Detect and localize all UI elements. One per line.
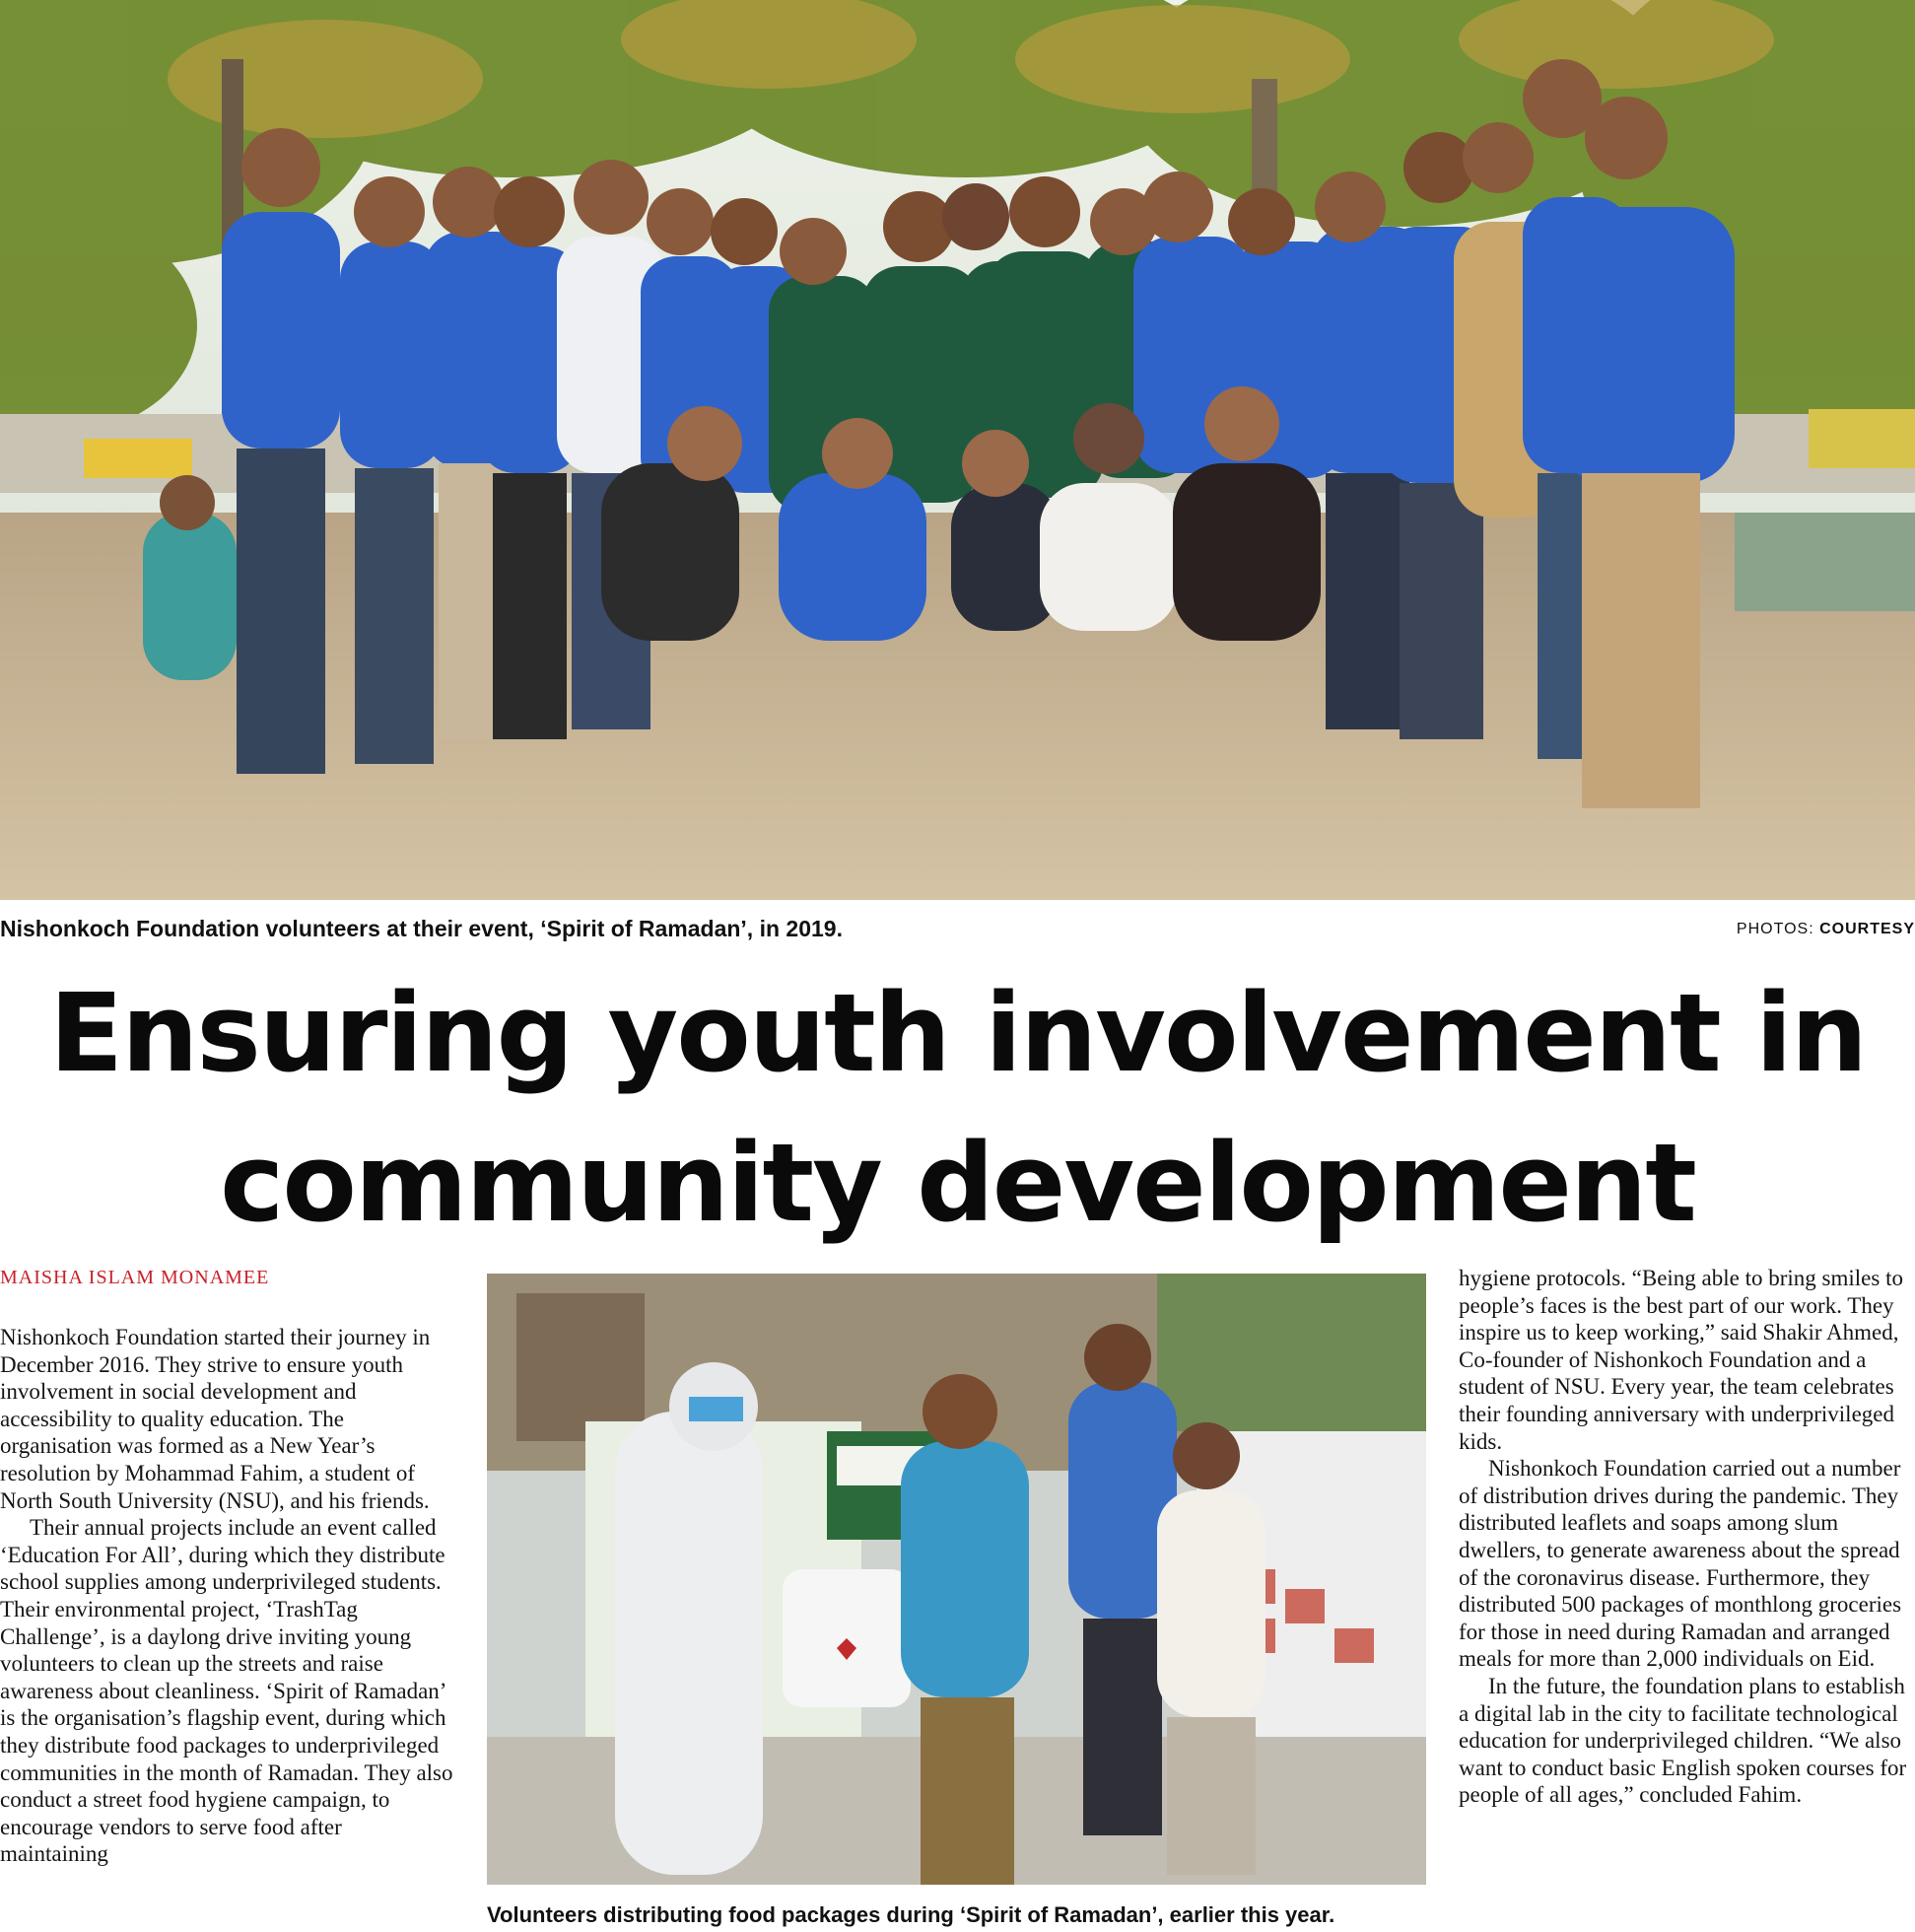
author-byline: MAISHA ISLAM MONAMEE — [0, 1267, 270, 1288]
article-paragraph: hygiene protocols. “Being able to bring smiles to people’s faces is the best part of our work. They inspire us to keep working,” said Shakir Ahmed, Co-founder of Nishonkoch Foundation and a student of NSU. Every year, the team celebrates their founding anniversary with underprivileged kids. — [1459, 1266, 1903, 1454]
photo-credit-prefix: PHOTOS: — [1736, 921, 1814, 937]
photo-credit — [1737, 921, 1915, 938]
article-paragraph: In the future, the foundation plans to establish a digital lab in the city to facilitate technological education for underprivileged children. “We also want to conduct basic English spoken courses for people of all ages,” concluded Fahim. — [1459, 1673, 1907, 1808]
top-photo-caption: Nishonkoch Foundation volunteers at their event, ‘Spirit of Ramadan’, in 2019. — [0, 916, 843, 941]
headline-line-1: Ensuring youth involvement in — [48, 970, 1867, 1096]
article-paragraph: Nishonkoch Foundation carried out a number of distribution drives during the pandemic. They distributed leaflets and soaps among slum dwellers, to generate awareness about the spread of the coronavirus disease. Furthermore, they distributed 500 packages of monthlong groceries for those in need during Ramadan and arranged meals for more than 2,000 individuals on Eid. — [1459, 1456, 1902, 1672]
mid-photo-caption: Volunteers distributing food packages during ‘Spirit of Ramadan’, earlier this year. — [487, 1902, 1335, 1927]
page-title — [0, 958, 1915, 1258]
photo-credit-name: COURTESY — [1819, 921, 1915, 937]
article-paragraph: Nishonkoch Foundation started their journey in December 2016. They strive to ensure youth involvement in social development and accessibility to quality education. The organisation was formed as a New Year’s resolution by Mohammad Fahim, a student of North South University (NSU), and his friends. — [0, 1325, 431, 1513]
volunteers-group-photo — [0, 0, 1915, 900]
food-distribution-photo — [487, 1274, 1426, 1885]
headline-line-2: community development — [220, 1120, 1695, 1246]
article-column-left — [0, 1324, 455, 1868]
article-paragraph: Their annual projects include an event called ‘Education For All’, during which they distribute school supplies among underprivileged students. Their environmental project, ‘TrashTag Challenge’, is a daylong drive inviting young volunteers to clean up the streets and raise awareness about cleanliness. ‘Spirit of Ramadan’ is the organisation’s flagship event, during which they distribute food packages to underprivileged communities in the month of Ramadan. They also conduct a street food hygiene campaign, to encourage vendors to serve food after maintaining — [0, 1515, 453, 1867]
article-column-right — [1459, 1265, 1915, 1809]
